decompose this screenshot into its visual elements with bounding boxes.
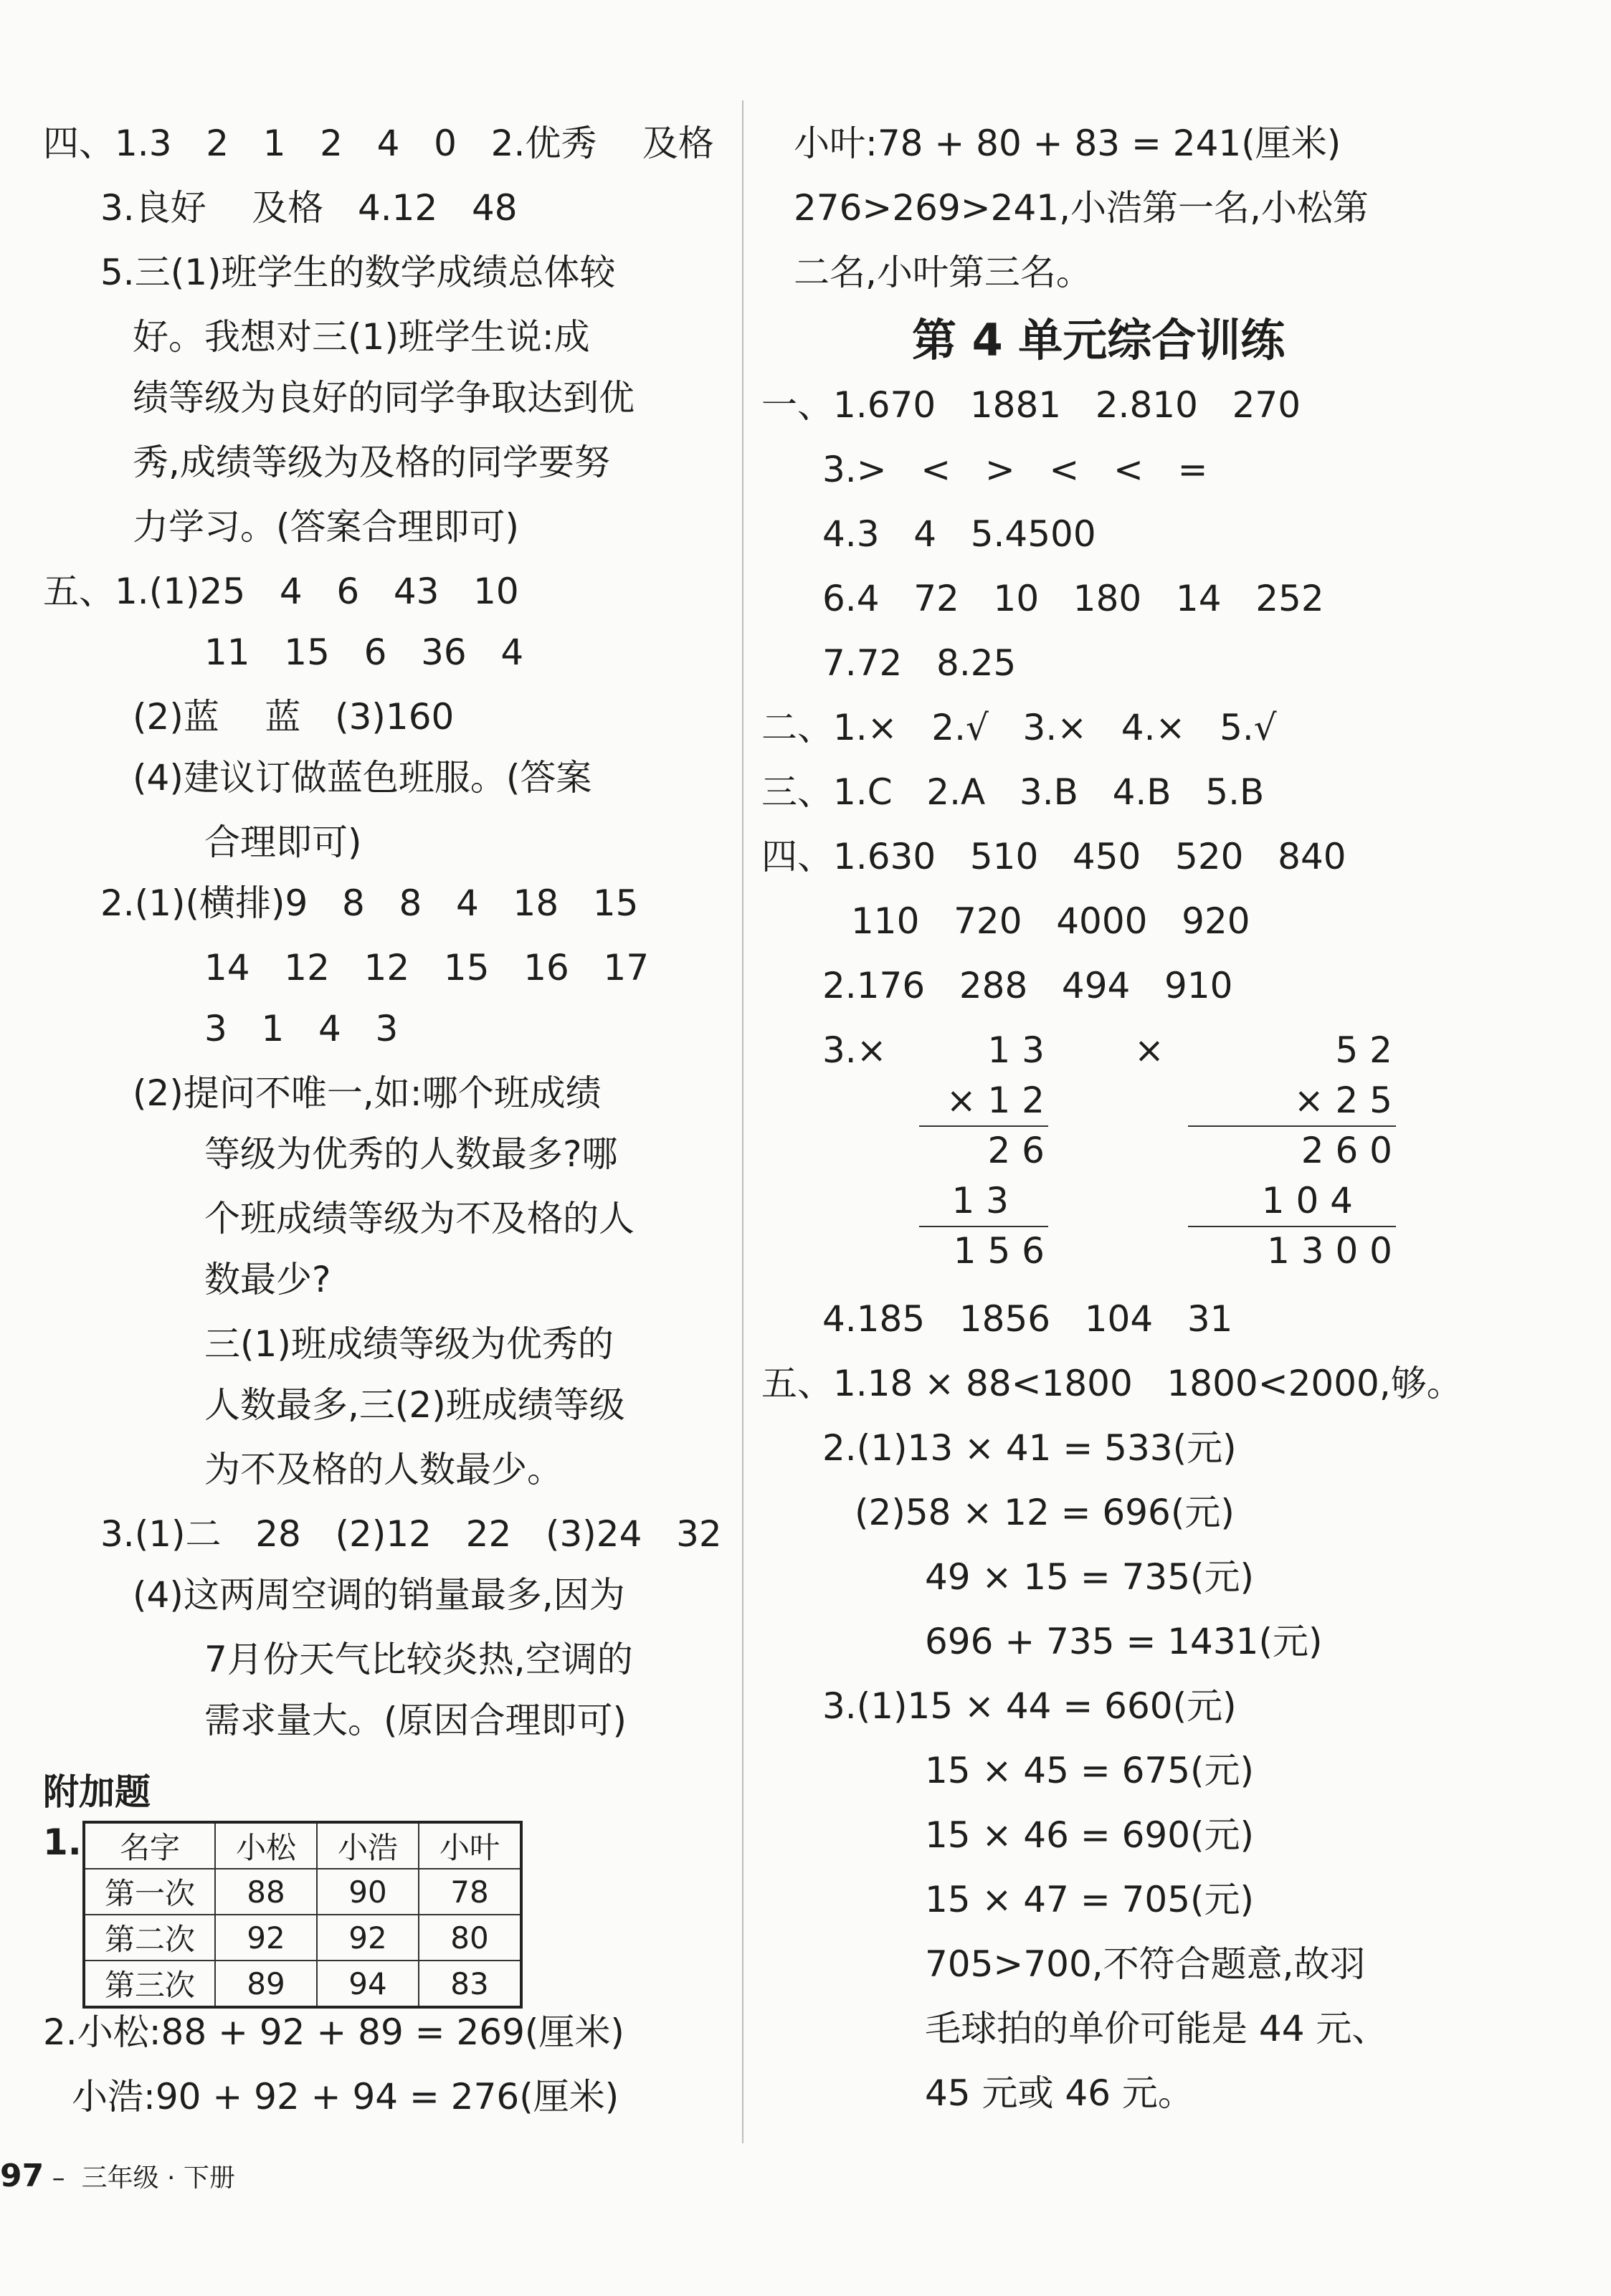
- answer-line: 3.> < > < < =: [822, 449, 1208, 490]
- page-footer: [0, 2158, 235, 2194]
- answer-line: 等级为优秀的人数最多?哪: [204, 1133, 618, 1175]
- table-cell: 92: [317, 1915, 419, 1961]
- table-cell: 90: [317, 1869, 419, 1915]
- table-cell: 94: [317, 1961, 419, 2007]
- answer-line: 3.(1)15 × 44 = 660(元): [822, 1685, 1237, 1727]
- answer-line: 二名,小叶第三名。: [794, 252, 1092, 293]
- answer-line: 三(1)班成绩等级为优秀的: [204, 1323, 614, 1365]
- answer-line: 绩等级为良好的同学争取达到优: [133, 377, 635, 419]
- mult-a-row: 2 6: [987, 1130, 1045, 1171]
- answer-line: 需求量大。(原因合理即可): [204, 1700, 627, 1741]
- answer-line: 49 × 15 = 735(元): [925, 1556, 1255, 1598]
- answer-line: (4)建议订做蓝色班服。(答案: [133, 757, 592, 799]
- table-cell: 第二次: [84, 1915, 215, 1961]
- extra-q1-number: 1.: [43, 1821, 82, 1863]
- answer-line: 数最少?: [204, 1259, 331, 1300]
- answer-line: (2)58 × 12 = 696(元): [855, 1492, 1235, 1533]
- answer-line: 15 × 45 = 675(元): [925, 1750, 1255, 1791]
- answer-line: 三、1.C 2.A 3.B 4.B 5.B: [761, 771, 1265, 813]
- table-cell: 88: [215, 1869, 317, 1915]
- answer-line: 4.3 4 5.4500: [822, 513, 1096, 555]
- table-cell: 80: [419, 1915, 521, 1961]
- vertical-multiplication: [761, 1025, 1586, 1283]
- table-cell: 92: [215, 1915, 317, 1961]
- answer-line: 好。我想对三(1)班学生说:成: [133, 316, 590, 358]
- mult-a-row: 1 5 6: [953, 1230, 1045, 1272]
- answer-line: 一、1.670 1881 2.810 270: [761, 384, 1301, 426]
- answer-line: 秀,成绩等级为及格的同学要努: [133, 442, 610, 483]
- table-row: [84, 1869, 521, 1915]
- answer-line: 个班成绩等级为不及格的人: [204, 1198, 635, 1239]
- mult-label: ×: [1134, 1029, 1164, 1071]
- answer-line: 5.三(1)班学生的数学成绩总体较: [100, 252, 616, 293]
- answer-line: 2.(1)13 × 41 = 533(元): [822, 1427, 1237, 1469]
- answer-line: 2.176 288 494 910: [822, 965, 1233, 1006]
- mult-label: 3.×: [822, 1029, 887, 1071]
- answer-line: (4)这两周空调的销量最多,因为: [133, 1574, 625, 1616]
- table-header: 小浩: [317, 1822, 419, 1869]
- answer-line: 6.4 72 10 180 14 252: [822, 578, 1324, 619]
- answer-line: 五、1.18 × 88<1800 1800<2000,够。: [761, 1363, 1463, 1404]
- table-cell: 89: [215, 1961, 317, 2007]
- answer-line: 15 × 47 = 705(元): [925, 1879, 1255, 1920]
- answer-line: 2.小松:88 + 92 + 89 = 269(厘米): [43, 2011, 624, 2053]
- mult-b-row: 5 2: [1335, 1029, 1392, 1071]
- answer-line: 3.良好 及格 4.12 48: [100, 187, 518, 229]
- column-divider: [742, 100, 743, 2143]
- answer-line: 毛球拍的单价可能是 44 元、: [925, 2008, 1388, 2049]
- answer-line: 3 1 4 3: [204, 1008, 399, 1049]
- mult-a-row: 1 3: [951, 1180, 1009, 1221]
- answer-line: (2)蓝 蓝 (3)160: [133, 696, 455, 738]
- answer-line: 696 + 735 = 1431(元): [925, 1621, 1323, 1662]
- table-cell: 83: [419, 1961, 521, 2007]
- answer-line: 小浩:90 + 92 + 94 = 276(厘米): [72, 2076, 619, 2118]
- mult-b-row: 2 6 0: [1301, 1130, 1392, 1171]
- answer-line: 4.185 1856 104 31: [822, 1298, 1233, 1340]
- table-row: [84, 1915, 521, 1961]
- table-row: [84, 1822, 521, 1869]
- table-cell: 78: [419, 1869, 521, 1915]
- mult-b-row: 1 3 0 0: [1267, 1230, 1392, 1272]
- answer-line: 110 720 4000 920: [851, 900, 1250, 942]
- answer-line: 2.(1)(横排)9 8 8 4 18 15: [100, 882, 639, 924]
- answer-line: 五、1.(1)25 4 6 43 10: [43, 571, 519, 612]
- table-header: 小松: [215, 1822, 317, 1869]
- answer-line: (2)提问不唯一,如:哪个班成绩: [133, 1072, 602, 1114]
- table-header: 名字: [84, 1822, 215, 1869]
- answer-line: 小叶:78 + 80 + 83 = 241(厘米): [794, 123, 1341, 164]
- answer-line: 四、1.630 510 450 520 840: [761, 836, 1346, 877]
- page-number: 97: [0, 2158, 44, 2194]
- mult-b-row: 1 0 4: [1261, 1180, 1353, 1221]
- answer-line: 14 12 12 15 16 17: [204, 947, 650, 989]
- answer-line: 合理即可): [204, 821, 362, 863]
- answer-line: 力学习。(答案合理即可): [133, 506, 520, 548]
- unit-title: 第 4 单元综合训练: [912, 314, 1286, 366]
- table-cell: 第一次: [84, 1869, 215, 1915]
- mult-b-row: × 2 5: [1293, 1080, 1392, 1121]
- table-row: [84, 1961, 521, 2007]
- answer-line: 705>700,不符合题意,故羽: [925, 1943, 1366, 1985]
- answer-line: 二、1.× 2.√ 3.× 4.× 5.√: [761, 707, 1277, 748]
- answer-line: 人数最多,三(2)班成绩等级: [204, 1384, 625, 1426]
- answer-line: 15 × 46 = 690(元): [925, 1814, 1255, 1856]
- answer-line: 四、1.3 2 1 2 4 0 2.优秀 及格: [43, 123, 714, 164]
- answer-line: 为不及格的人数最少。: [204, 1449, 563, 1490]
- table-cell: 第三次: [84, 1961, 215, 2007]
- answer-line: 45 元或 46 元。: [925, 2072, 1194, 2114]
- mult-a-row: 1 3: [987, 1029, 1045, 1071]
- answer-line: 11 15 6 36 4: [204, 632, 524, 673]
- extra-title: 附加题: [43, 1771, 151, 1813]
- answer-line: 7.72 8.25: [822, 642, 1017, 684]
- mult-a-row: × 1 2: [946, 1080, 1045, 1121]
- answer-line: 3.(1)二 28 (2)12 22 (3)24 32: [100, 1513, 722, 1555]
- score-table: [82, 1821, 523, 2009]
- answer-line: 7月份天气比较炎热,空调的: [204, 1639, 633, 1680]
- table-header: 小叶: [419, 1822, 521, 1869]
- answer-line: 276>269>241,小浩第一名,小松第: [794, 187, 1369, 229]
- footer-text: – 三年级 · 下册: [44, 2163, 235, 2193]
